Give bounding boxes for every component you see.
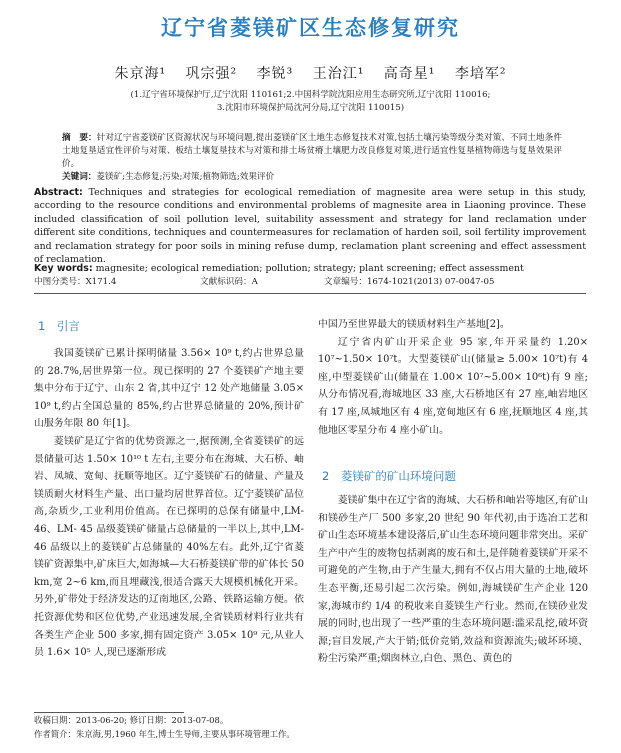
footnote-divider [34,712,184,713]
received-date: 收稿日期：2013-06-20; 修订日期：2013-07-08。 [34,715,229,725]
author-bio: 作者简介：朱京海,男,1960 年生,博士生导师,主要从事环境管理工作。 [34,729,295,739]
abstract-en-text: Techniques and strategies for ecological remediation of magnesite area were setup in this study, according to the resource conditions and environmental problems of magnesite area in Liaoning province. These included classification of soil pollution level, suitability assessment and strategy for land reclamation under different site conditions, techniques and countermeasures for reclamation of harden soil, soil fertility improvement and reclamation strategy for poor soils in mining refuse dump, reclamation plant screening and effect assessment of reclamation. [34,187,587,266]
keywords-cn-label: 关键词： [62,172,97,182]
paragraph: 菱镁矿集中在辽宁省的海城、大石桥和岫岩等地区,有矿山和镁砂生产厂 500 多家,20 世纪 90 年代初,由于选冶工艺和矿山生态环境基本建设落后,矿山生态环境问题非常突出。采矿生产中产生的废物包括剥离的废石和土,是伴随着菱镁矿开采不可避免的产生物,由于产生量大,拥有不仅占用大量的土地,破坏生态平衡,还易引起二次污染。例如,海城镁矿生产企业 120 家,海城市约 1/4 的税收来自菱镁生产行业。然而,在镁砂业发展的同时,也出现了一些严重的生态环境问题:滥采乱挖,破坏资源;盲目发展,产大于销;低价竞销,效益和资源流失;破坏环境、粉尘污染严重;烟囱林立,白色、黑色、黄色的 [318,495,588,665]
abstract-cn [62,132,562,171]
author: 高奇星¹ [383,66,436,82]
header-divider [34,293,586,294]
article-number: 文章编号：1674-1021(2013) 07-0047-05 [324,277,495,287]
paragraph: 辽宁省内矿山开采企业 95 家,年开采量约 1.20× 10⁷~1.50× 10⁷t。大型菱镁矿山(储量≥ 5.00× 10⁷t)有 4 座,中型菱镁矿山(储量在 1.00× 10⁷~5.00× 10⁶t)有 9 座;从分布情况看,海城地区 33 座,大石桥地区有 27 座,岫岩地区有 17 座,凤城地区有 4 座,宽甸地区有 6 座,抚顺地区 4 座,其他地区零星分布 4 座小矿山。 [318,336,588,436]
keywords-en [34,262,586,275]
author: 王治江¹ [312,66,365,82]
author: 李培军² [454,66,507,82]
document-code: 文献标识码：A [200,277,258,287]
affiliation-line-1: (1.辽宁省环境保护厅,辽宁沈阳 110161;2.中国科学院沈阳应用生态研究所,辽宁沈阳 110016; [130,90,491,100]
keywords-en-text: magnesite; ecological remediation; pollution; strategy; plant screening; effect assessment [95,263,524,274]
keywords-en-label: Key words: [34,263,93,274]
abstract-cn-text: 针对辽宁省菱镁矿区资源状况与环境问题,提出菱镁矿区土地生态修复技术对策,包括土壤污染等级分类对策、不同土地条件土地复垦适宜性评价与对策、板结土壤复垦技术与对策和排土场贫瘠土壤肥力改良修复对策,进行适宜性复垦植物筛选与复垦效果评价。 [62,133,562,169]
author: 巩宗强² [185,66,238,82]
right-column-top [318,316,588,439]
author: 朱京海¹ [114,66,167,82]
abstract-en-label: Abstract: [34,187,83,198]
paragraph: 菱镁矿是辽宁省的优势资源之一,据预测,全省菱镁矿的远景储量可达 1.50× 10¹⁰ t 左右,主要分布在海城、大石桥、岫岩、凤城、宽甸、抚顺等地区。辽宁菱镁矿石的储量、产量及镁质耐火材料生产量、出口量均居世界首位。辽宁菱镁矿品位高,杂质少,工业利用价值高。在已探明的总保有储量中,LM- 46、LM- 45 品级菱镁矿储量占总储量的一半以上,其中,LM- 46 品级以上的菱镁矿占总储量的 40%左右。此外,辽宁省菱镁矿资源集中,矿床巨大,如海城—大石桥菱镁矿带的矿体长 50 km,宽 2~6 km,而且埋藏浅,很适合露天大规模机械化开采。另外,矿带处于经济发达的辽南地区,公路、铁路运输方便。依托资源优势和区位优势,产业迅速发展,全省镁质材料行业共有各类生产企业 500 多家,拥有固定资产 3.05× 10⁹ 元,从业人员 1.6× 10⁵ 人,现已逐渐形成 [34,435,304,659]
affiliation-line-2: 3.沈阳市环境保护局沈河分局,辽宁沈阳 110015) [216,103,405,113]
author: 李锐³ [256,66,294,82]
paragraph: 我国菱镁矿已累计探明储量 3.56× 10⁹ t,约占世界总量的 28.7%,居世界第一位。现已探明的 27 个菱镁矿产地主要集中分布于辽宁、山东 2 省,其中辽宁 12 处产地储量 3.05× 10⁹ t,约占全国总量的 85%,约占世界总储量的 20%,预计矿山服务年限 80 年[1]。 [34,348,304,430]
left-column [34,345,304,662]
right-column-bottom [318,492,588,668]
abstract-en [34,186,586,266]
abstract-cn-label: 摘 要： [62,133,97,143]
section-2-heading: 2 菱镁矿的矿山环境问题 [322,469,456,483]
section-1-heading: 1 引言 [38,319,80,333]
clc-number: 中图分类号：X171.4 [34,277,117,287]
paragraph: 中国乃至世界最大的镁质材料生产基地[2]。 [318,319,510,330]
paper-title: 辽宁省菱镁矿区生态修复研究 [161,16,460,40]
author-list [0,63,621,83]
keywords-cn [62,171,562,184]
keywords-cn-text: 菱镁矿;生态修复;污染;对策;植物筛选;效果评价 [96,172,275,182]
